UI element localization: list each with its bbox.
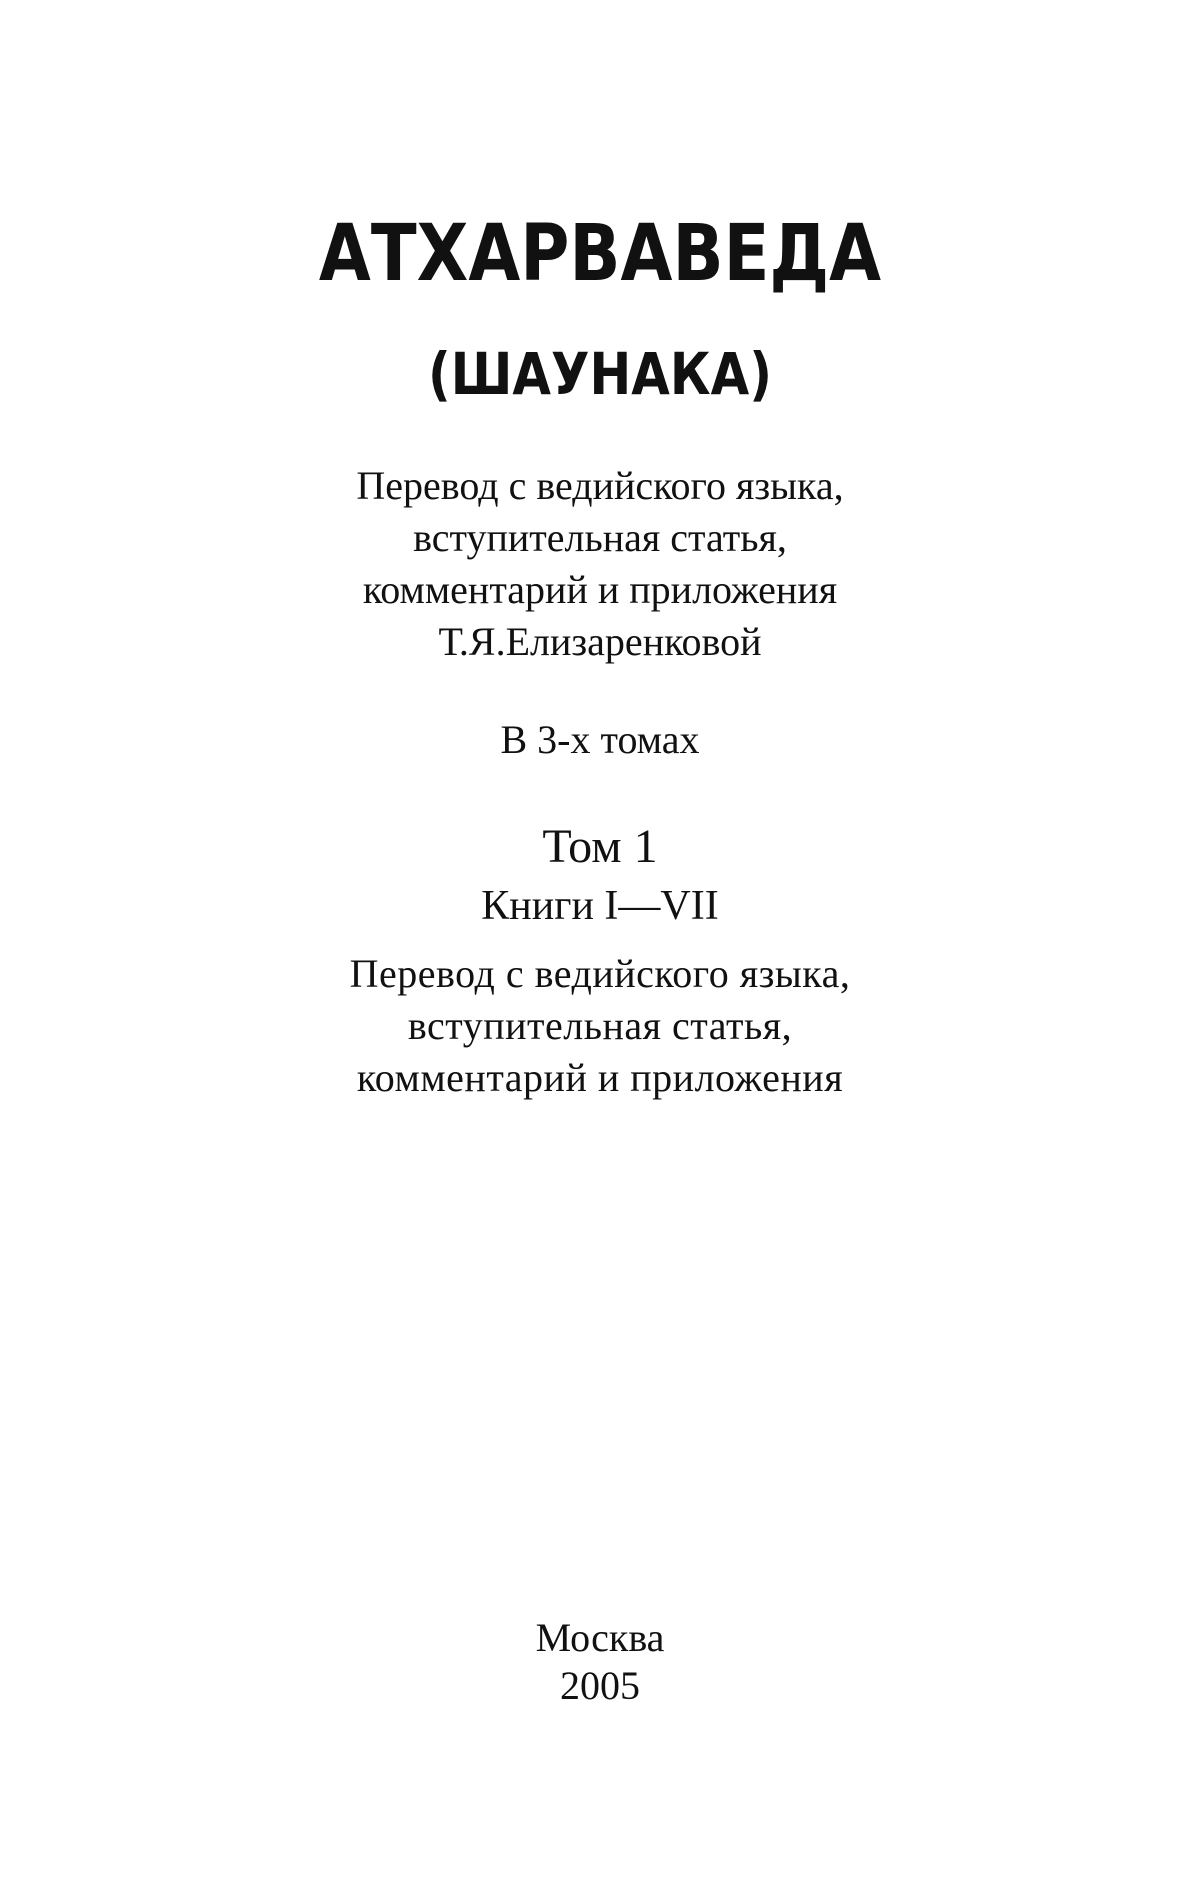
- imprint-city: Москва: [535, 1615, 665, 1660]
- imprint-year: 2005: [560, 1663, 640, 1708]
- translator-name: Т.Я.Елизаренковой: [438, 619, 762, 664]
- book-subtitle: (ШАУНАКА): [428, 340, 772, 408]
- credit-line-2: вступительная статья,: [413, 515, 787, 560]
- credit-line-1: Перевод с ведийского языка,: [356, 463, 844, 508]
- credit-line-3: комментарий и приложения: [362, 567, 838, 612]
- credit-repeat-line-1: Перевод с ведийского языка,: [349, 951, 851, 996]
- volume-number: Том 1: [542, 820, 658, 873]
- credit-repeat-line-2: вступительная статья,: [407, 1003, 793, 1048]
- volumes-note: В 3-х томах: [500, 717, 700, 762]
- credit-repeat-line-3: комментарий и приложения: [356, 1055, 844, 1100]
- books-range: Книги I—VII: [481, 883, 719, 929]
- book-title: АТХАРВАВЕДА: [318, 209, 882, 299]
